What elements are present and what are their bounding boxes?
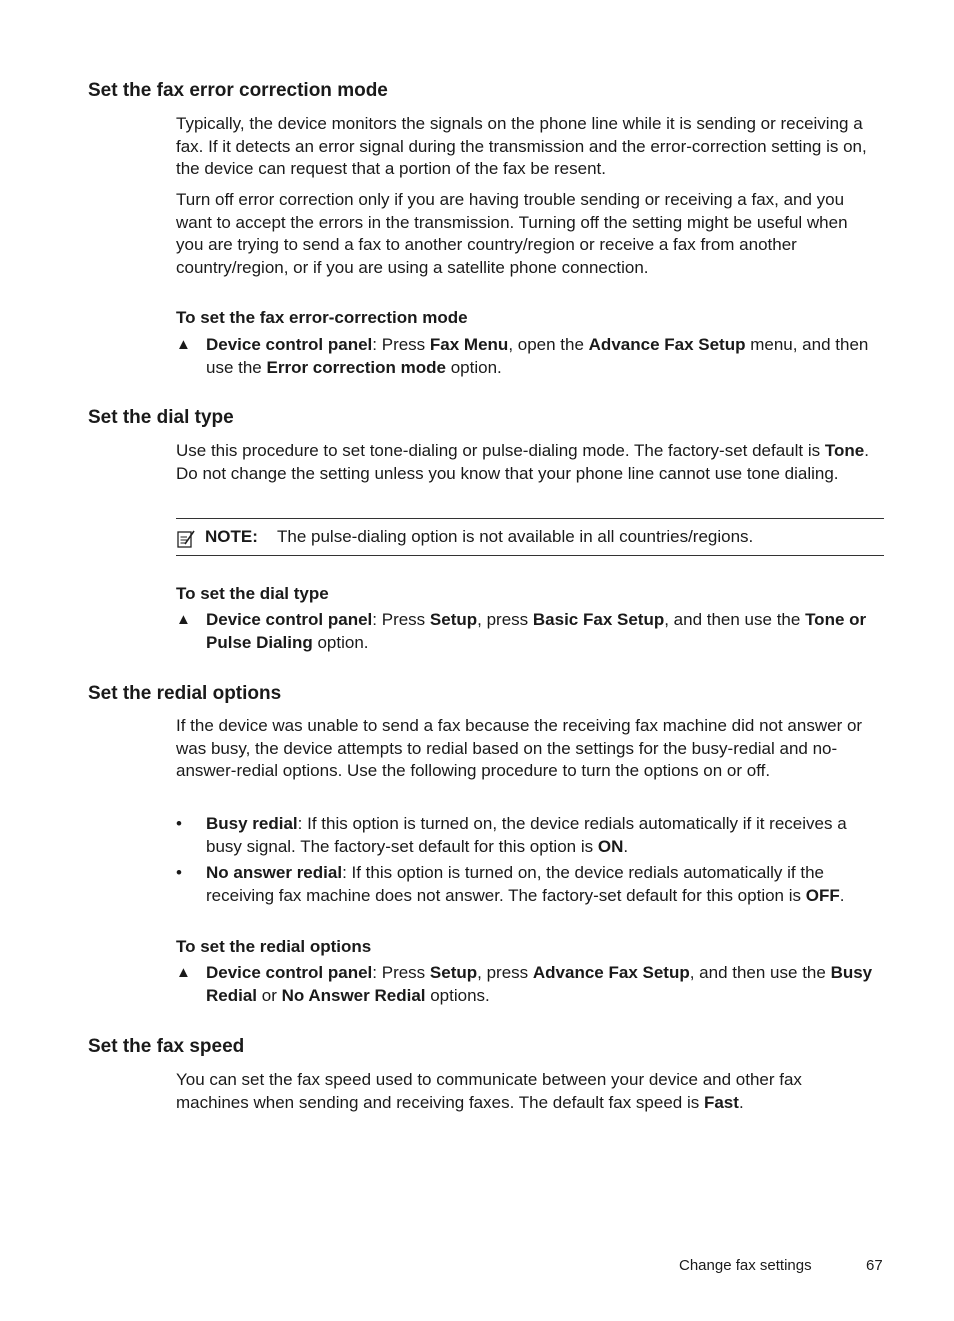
triangle-step-icon: ▲ bbox=[176, 336, 191, 353]
note-box bbox=[176, 518, 884, 556]
heading-fax-speed: Set the fax speed bbox=[88, 1036, 245, 1057]
bullet-icon: • bbox=[176, 863, 182, 882]
list-item-busy-redial: • Busy redial: If this option is turned on, the device redials automatically if it receives a busy signal. The factory-set default for this option is ON. bbox=[176, 814, 847, 856]
list-item-no-answer-redial: • No answer redial: If this option is turned on, the device redials automatically if the receiving fax machine does not answer. The factory-set default for this option is OFF. bbox=[176, 863, 845, 905]
paragraph-redial: If the device was unable to send a fax because the receiving fax machine did not answer or was busy, the device attempts to redial based on the settings for the busy-redial and no-answer-redial options. Use the following procedure to turn the options on or off. bbox=[176, 716, 863, 781]
paragraph-fax-speed: You can set the fax speed used to communicate between your device and other fax machines when sending and receiving faxes. The default fax speed is Fast. bbox=[176, 1070, 802, 1112]
paragraph-error-correction-1: Typically, the device monitors the signals on the phone line while it is sending or receiving a fax. If it detects an error signal during the transmission and the error-correction setting is on, the device can request that a portion of the fax be resent. bbox=[176, 114, 867, 179]
bullet-icon: • bbox=[176, 814, 182, 833]
procedure-step-error-correction: ▲ Device control panel: Press Fax Menu, open the Advance Fax Setup menu, and then use the Error correction mode option. bbox=[176, 335, 869, 377]
page-number: 67 bbox=[866, 1257, 883, 1274]
paragraph-error-correction-2: Turn off error correction only if you are having trouble sending or receiving a fax, and you want to accept the errors in the transmission. Turning off the setting might be useful when you are trying to send a fax to another country/region or receive a fax from another country/region, or if you are using a satellite phone connection. bbox=[176, 190, 848, 277]
procedure-title-dial-type: To set the dial type bbox=[176, 584, 329, 603]
heading-dial-type: Set the dial type bbox=[88, 407, 234, 428]
note-label: NOTE: bbox=[205, 527, 258, 546]
procedure-step-dial-type: ▲ Device control panel: Press Setup, press Basic Fax Setup, and then use the Tone or Pulse Dialing option. bbox=[176, 610, 867, 652]
triangle-step-icon: ▲ bbox=[176, 964, 191, 981]
heading-redial: Set the redial options bbox=[88, 683, 282, 704]
footer-section-title: Change fax settings bbox=[679, 1257, 812, 1274]
note-icon bbox=[176, 529, 196, 549]
procedure-step-redial: ▲ Device control panel: Press Setup, press Advance Fax Setup, and then use the Busy Redial or No Answer Redial options. bbox=[176, 963, 873, 1005]
procedure-title-error-correction: To set the fax error-correction mode bbox=[176, 308, 468, 327]
triangle-step-icon: ▲ bbox=[176, 611, 191, 628]
heading-error-correction: Set the fax error correction mode bbox=[88, 80, 388, 101]
paragraph-dial-type: Use this procedure to set tone-dialing or pulse-dialing mode. The factory-set default is Tone. Do not change the setting unless you know that your phone line cannot use tone dialing. bbox=[176, 441, 869, 483]
note-text: The pulse-dialing option is not available in all countries/regions. bbox=[277, 527, 754, 546]
procedure-title-redial: To set the redial options bbox=[176, 937, 372, 956]
